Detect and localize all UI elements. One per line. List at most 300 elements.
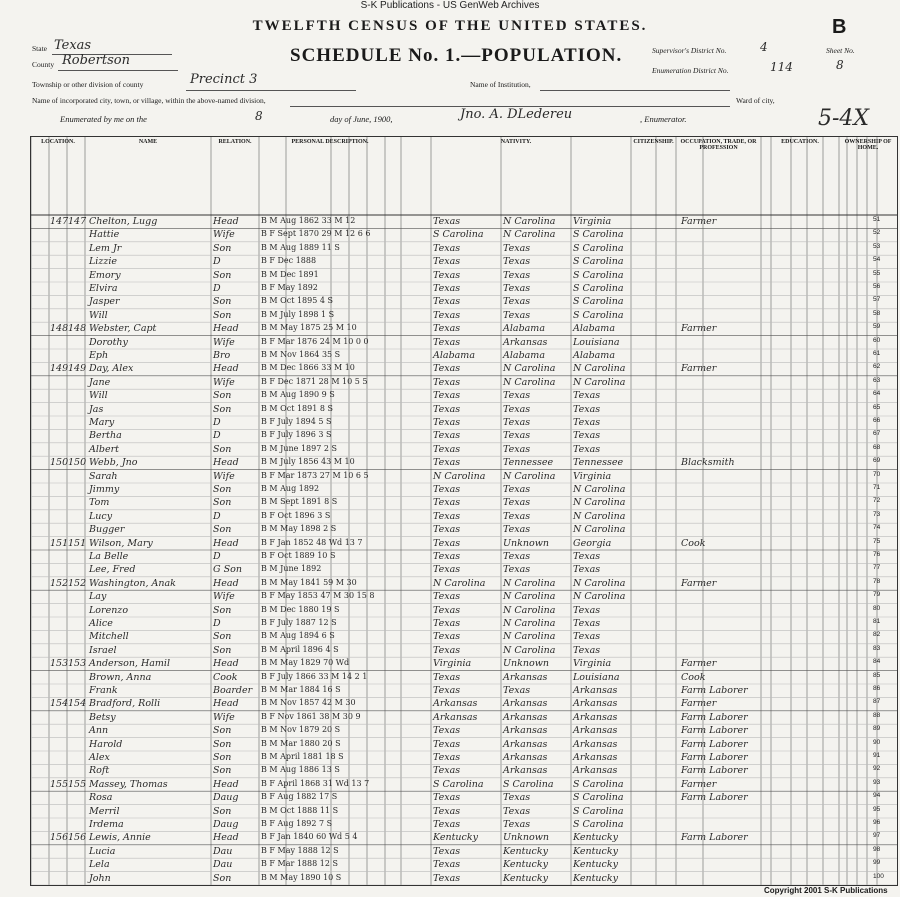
father-birthplace: S Carolina: [503, 778, 554, 790]
watermark-text: S-K Publications - US GenWeb Archives: [360, 0, 540, 11]
person-name: Sarah: [89, 470, 118, 482]
mother-birthplace: Texas: [573, 551, 601, 562]
mother-birthplace: Texas: [573, 430, 601, 442]
sheet-no-label: Sheet No.: [826, 46, 855, 55]
birthplace: Texas: [433, 430, 461, 442]
birthplace: Texas: [433, 403, 461, 415]
father-birthplace: Arkansas: [503, 336, 548, 348]
line-number: 70: [873, 470, 881, 478]
person-name: Mary: [89, 417, 115, 428]
birthplace: Texas: [433, 685, 461, 696]
mother-birthplace: N Carolina: [573, 484, 626, 495]
line-number: 56: [873, 283, 881, 290]
relation: Head: [213, 577, 239, 589]
mother-birthplace: Louisiana: [573, 671, 620, 683]
father-birthplace: Arkansas: [503, 671, 548, 683]
person-name: Emory: [89, 269, 121, 281]
personal-description: B F Mar 1873 27 M 10 6 5: [261, 470, 369, 480]
relation: Son: [213, 604, 232, 616]
line-number: 95: [873, 805, 881, 813]
line-number: 57: [873, 296, 881, 304]
father-birthplace: Arkansas: [503, 711, 548, 723]
line-number: 91: [873, 752, 881, 759]
enumerated-prefix: Enumerated by me on the: [60, 114, 147, 124]
personal-description: B F April 1868 31 Wd 13 7: [261, 778, 370, 788]
mother-birthplace: S Carolina: [573, 283, 624, 294]
mother-birthplace: Virginia: [573, 658, 612, 670]
birthplace: N Carolina: [433, 577, 486, 589]
relation: G Son: [213, 564, 242, 576]
personal-description: B M Dec 1891: [261, 269, 319, 279]
mother-birthplace: S Carolina: [573, 242, 624, 254]
schedule-title: SCHEDULE No. 1.—POPULATION.: [290, 45, 623, 66]
occupation: Farmer: [681, 658, 717, 670]
person-name: Webster, Capt: [89, 323, 157, 335]
mother-birthplace: Arkansas: [573, 738, 618, 750]
person-name: Albert: [89, 443, 119, 455]
personal-description: B M May 1890 10 S: [261, 872, 342, 882]
family-number: 151: [68, 537, 87, 549]
personal-description: B M Nov 1879 20 S: [261, 725, 341, 735]
birthplace: Texas: [433, 845, 461, 857]
line-number: 83: [873, 644, 881, 652]
dwelling-number: 151: [50, 537, 69, 549]
father-birthplace: N Carolina: [503, 631, 556, 643]
birthplace: Texas: [433, 309, 461, 321]
family-number: 155: [68, 778, 87, 790]
father-birthplace: Texas: [503, 685, 531, 696]
father-birthplace: N Carolina: [503, 363, 556, 375]
relation: Son: [213, 309, 232, 321]
person-name: Israel: [89, 644, 117, 656]
relation: Head: [213, 698, 239, 710]
person-name: Washington, Anak: [89, 577, 176, 589]
relation: D: [213, 256, 221, 268]
sheet-no-value: 8: [836, 58, 844, 72]
line-number: 78: [873, 577, 881, 585]
mother-birthplace: Texas: [573, 631, 601, 643]
person-name: Will: [89, 390, 108, 402]
personal-description: B F Mar 1888 12 S: [261, 859, 338, 869]
personal-description: B F May 1853 47 M 30 15 8: [261, 591, 375, 601]
mother-birthplace: S Carolina: [573, 805, 624, 817]
occupation: Farmer: [681, 323, 717, 335]
relation: Wife: [213, 711, 235, 723]
person-name: Alice: [89, 618, 113, 629]
mother-birthplace: S Carolina: [573, 792, 624, 804]
line-number: 88: [873, 711, 881, 719]
personal-description: B M July 1898 1 S: [261, 309, 335, 319]
dwelling-number: 154: [50, 698, 69, 710]
birthplace: Texas: [433, 765, 461, 777]
relation: D: [213, 618, 221, 629]
father-birthplace: Alabama: [503, 350, 545, 361]
birthplace: Texas: [433, 256, 461, 268]
dwelling-number: 148: [50, 323, 69, 335]
relation: Son: [213, 269, 232, 281]
line-number: 60: [873, 336, 881, 344]
father-birthplace: Texas: [503, 256, 531, 268]
mother-birthplace: Arkansas: [573, 685, 618, 696]
person-name: John: [89, 872, 111, 884]
county-value: Robertson: [62, 53, 130, 68]
line-number: 94: [873, 792, 881, 800]
mother-birthplace: N Carolina: [573, 591, 626, 603]
relation: Daug: [213, 819, 239, 830]
relation: Son: [213, 725, 232, 737]
birthplace: Texas: [433, 805, 461, 817]
city-label: Name of incorporated city, town, or village, within the above-named division,: [32, 96, 266, 105]
relation: Dau: [213, 845, 233, 857]
relation: Head: [213, 323, 239, 335]
relation: Son: [213, 390, 232, 402]
personal-description: B M Dec 1880 19 S: [261, 604, 340, 614]
relation: Wife: [213, 376, 235, 388]
personal-description: B F July 1887 12 S: [261, 618, 337, 627]
birthplace: Texas: [433, 363, 461, 375]
birthplace: Texas: [433, 859, 461, 871]
person-name: Wilson, Mary: [89, 537, 153, 549]
line-number: 93: [873, 778, 881, 786]
birthplace: Texas: [433, 872, 461, 884]
personal-description: B F Oct 1896 3 S: [261, 510, 331, 520]
mother-birthplace: Tennessee: [573, 457, 624, 469]
birthplace: Texas: [433, 323, 461, 335]
township-value: Precinct 3: [190, 72, 258, 87]
column-header: LOCATION.: [41, 139, 75, 145]
father-birthplace: Texas: [503, 430, 531, 442]
birthplace: Texas: [433, 738, 461, 750]
father-birthplace: Texas: [503, 403, 531, 415]
county-label: County: [32, 60, 55, 69]
personal-description: B M May 1898 2 S: [261, 524, 337, 534]
relation: D: [213, 417, 221, 428]
birthplace: Texas: [433, 390, 461, 402]
personal-description: B M June 1892: [261, 564, 322, 574]
father-birthplace: N Carolina: [503, 604, 556, 616]
mother-birthplace: S Carolina: [573, 778, 624, 790]
mother-birthplace: N Carolina: [573, 577, 626, 589]
birthplace: Texas: [433, 551, 461, 562]
relation: Head: [213, 537, 239, 549]
mother-birthplace: Texas: [573, 390, 601, 402]
mother-birthplace: N Carolina: [573, 510, 626, 522]
occupation: Farm Laborer: [681, 792, 748, 804]
personal-description: B M Aug 1890 9 S: [261, 390, 335, 400]
person-name: Mitchell: [89, 631, 129, 643]
birthplace: Texas: [433, 524, 461, 536]
line-number: 53: [873, 242, 881, 250]
birthplace: Texas: [433, 591, 461, 603]
father-birthplace: Arkansas: [503, 725, 548, 737]
relation: Son: [213, 524, 232, 536]
person-name: Betsy: [89, 711, 116, 723]
enumerator-label: , Enumerator.: [640, 114, 687, 124]
mother-birthplace: N Carolina: [573, 363, 626, 375]
relation: Head: [213, 658, 239, 670]
relation: Daug: [213, 792, 239, 804]
family-number: 152: [68, 577, 87, 589]
line-number: 62: [873, 363, 881, 371]
occupation: Blacksmith: [681, 457, 735, 469]
person-name: Roft: [89, 765, 110, 777]
dwelling-number: 147: [50, 216, 69, 227]
birthplace: Texas: [433, 537, 461, 549]
mother-birthplace: Virginia: [573, 216, 612, 227]
personal-description: B M Oct 1895 4 S: [261, 296, 333, 306]
birthplace: Texas: [433, 283, 461, 294]
family-number: 154: [68, 698, 87, 710]
birthplace: Texas: [433, 484, 461, 495]
personal-description: B M Aug 1892: [261, 484, 320, 493]
personal-description: B F Dec 1888: [261, 256, 317, 266]
mother-birthplace: Texas: [573, 417, 601, 428]
father-birthplace: Unknown: [503, 832, 549, 844]
relation: Bro: [213, 350, 231, 361]
personal-description: B F July 1896 3 S: [261, 430, 332, 440]
line-number: 76: [873, 551, 881, 558]
mother-birthplace: Arkansas: [573, 725, 618, 737]
enumerated-day: 8: [255, 109, 263, 123]
birthplace: Texas: [433, 671, 461, 683]
relation: Wife: [213, 336, 235, 348]
person-name: Lee, Fred: [89, 564, 136, 576]
relation: Son: [213, 296, 232, 308]
dwelling-number: 150: [50, 457, 69, 469]
person-name: Irdema: [89, 819, 124, 830]
line-number: 81: [873, 618, 881, 625]
relation: Dau: [213, 859, 233, 871]
relation: Son: [213, 765, 232, 777]
relation: Head: [213, 778, 239, 790]
line-number: 63: [873, 376, 881, 384]
father-birthplace: Arkansas: [503, 752, 548, 763]
mother-birthplace: Arkansas: [573, 711, 618, 723]
personal-description: B F May 1892: [261, 283, 318, 292]
personal-description: B M Sept 1891 8 S: [261, 497, 338, 507]
birthplace: Texas: [433, 604, 461, 616]
birthplace: Texas: [433, 269, 461, 281]
line-number: 51: [873, 216, 881, 223]
father-birthplace: Texas: [503, 269, 531, 281]
personal-description: B F July 1866 33 M 14 2 1: [261, 671, 368, 681]
person-name: Bertha: [89, 430, 122, 442]
relation: D: [213, 510, 221, 522]
person-name: Lucy: [89, 510, 113, 522]
mother-birthplace: Kentucky: [573, 845, 618, 857]
mother-birthplace: S Carolina: [573, 229, 624, 241]
mother-birthplace: Texas: [573, 644, 601, 656]
birthplace: Virginia: [433, 658, 472, 670]
state-value: Texas: [54, 38, 92, 53]
line-number: 68: [873, 443, 881, 451]
line-number: 79: [873, 591, 881, 599]
mother-birthplace: Kentucky: [573, 872, 618, 884]
mother-birthplace: Virginia: [573, 470, 612, 482]
person-name: Will: [89, 309, 108, 321]
person-name: La Belle: [89, 551, 129, 562]
father-birthplace: Texas: [503, 296, 531, 308]
dwelling-number: 156: [50, 832, 69, 844]
line-number: 75: [873, 537, 881, 545]
copyright-text: Copyright 2001 S-K Publications: [764, 886, 888, 895]
person-name: Brown, Anna: [89, 671, 152, 683]
person-name: Frank: [89, 685, 118, 696]
line-number: 71: [873, 484, 881, 491]
line-number: 64: [873, 390, 881, 398]
person-name: Lewis, Annie: [89, 832, 151, 844]
mother-birthplace: N Carolina: [573, 376, 626, 388]
person-name: Lela: [89, 859, 110, 871]
father-birthplace: Texas: [503, 390, 531, 402]
occupation: Farmer: [681, 363, 717, 375]
personal-description: B M Oct 1891 8 S: [261, 403, 333, 413]
person-name: Bugger: [89, 524, 125, 536]
family-number: 149: [68, 363, 87, 375]
father-birthplace: Texas: [503, 805, 531, 817]
line-number: 54: [873, 256, 881, 264]
personal-description: B M Nov 1864 35 S: [261, 350, 341, 359]
census-title: TWELFTH CENSUS OF THE UNITED STATES.: [252, 18, 648, 34]
line-number: 80: [873, 604, 881, 612]
relation: Head: [213, 216, 239, 227]
relation: Head: [213, 363, 239, 375]
occupation: Farm Laborer: [681, 832, 748, 844]
personal-description: B M May 1875 25 M 10: [261, 323, 357, 333]
birthplace: Texas: [433, 417, 461, 428]
person-name: Bradford, Rolli: [89, 698, 161, 710]
birthplace: Texas: [433, 819, 461, 830]
relation: Head: [213, 457, 239, 469]
personal-description: B F Jan 1840 60 Wd 5 4: [261, 832, 358, 842]
relation: Son: [213, 484, 232, 495]
line-number: 61: [873, 350, 881, 357]
enum-district-value: 114: [770, 60, 793, 74]
personal-description: B M Mar 1880 20 S: [261, 738, 341, 748]
person-name: Dorothy: [89, 336, 128, 348]
relation: Son: [213, 631, 232, 643]
line-number: 97: [873, 832, 881, 840]
father-birthplace: Texas: [503, 524, 531, 536]
dwelling-number: 152: [50, 577, 69, 589]
table-grid: [31, 137, 897, 885]
father-birthplace: Kentucky: [503, 859, 548, 871]
person-name: Day, Alex: [89, 363, 134, 375]
enumerated-mid: day of June, 1900,: [330, 114, 393, 124]
relation: D: [213, 283, 221, 294]
column-header: OWNERSHIP OF HOME.: [844, 139, 892, 151]
mother-birthplace: Texas: [573, 618, 601, 629]
sheet-letter: B: [832, 16, 847, 38]
enum-district-label: Enumeration District No.: [652, 66, 729, 75]
margin-annotation: 5-4X: [818, 106, 870, 131]
person-name: Harold: [89, 738, 123, 750]
birthplace: Texas: [433, 792, 461, 804]
mother-birthplace: Georgia: [573, 537, 612, 549]
father-birthplace: Texas: [503, 309, 531, 321]
line-number: 90: [873, 738, 881, 746]
father-birthplace: Texas: [503, 443, 531, 455]
mother-birthplace: Texas: [573, 443, 601, 455]
birthplace: Texas: [433, 644, 461, 656]
birthplace: S Carolina: [433, 229, 484, 241]
birthplace: Arkansas: [433, 711, 478, 723]
father-birthplace: N Carolina: [503, 229, 556, 241]
relation: Wife: [213, 591, 235, 603]
birthplace: Texas: [433, 216, 461, 227]
relation: Son: [213, 403, 232, 415]
supervisor-label: Supervisor's District No.: [652, 46, 727, 55]
relation: Wife: [213, 470, 235, 482]
personal-description: B M Nov 1857 42 M 30: [261, 698, 356, 708]
mother-birthplace: Kentucky: [573, 859, 618, 871]
occupation: Farm Laborer: [681, 752, 748, 763]
person-name: Alex: [89, 752, 110, 763]
personal-description: B M June 1897 2 S: [261, 443, 337, 453]
personal-description: B F Nov 1861 38 M 30 9: [261, 711, 361, 721]
person-name: Anderson, Hamil: [89, 658, 171, 670]
father-birthplace: Texas: [503, 497, 531, 509]
line-number: 72: [873, 497, 881, 505]
birthplace: Texas: [433, 296, 461, 308]
father-birthplace: Arkansas: [503, 698, 548, 710]
father-birthplace: Texas: [503, 417, 531, 428]
birthplace: Texas: [433, 631, 461, 643]
person-name: Webb, Jno: [89, 457, 138, 469]
birthplace: Texas: [433, 497, 461, 509]
personal-description: B F Aug 1882 17 S: [261, 792, 338, 802]
line-number: 59: [873, 323, 881, 331]
family-number: 150: [68, 457, 87, 469]
birthplace: Texas: [433, 618, 461, 629]
person-name: Lizzie: [89, 256, 118, 268]
line-number: 82: [873, 631, 881, 639]
personal-description: B M Dec 1866 33 M 10: [261, 363, 355, 373]
personal-description: B M May 1829 70 Wd: [261, 658, 350, 668]
person-name: Lem Jr: [89, 242, 122, 254]
line-number: 100: [873, 872, 884, 880]
line-number: 65: [873, 403, 881, 411]
line-number: 55: [873, 269, 881, 277]
column-header: OCCUPATION, TRADE, OR PROFESSION: [680, 139, 757, 151]
father-birthplace: Tennessee: [503, 457, 554, 469]
line-number: 52: [873, 229, 881, 237]
line-number: 86: [873, 685, 881, 692]
line-number: 84: [873, 658, 881, 666]
mother-birthplace: Arkansas: [573, 765, 618, 777]
person-name: Lucia: [89, 845, 116, 857]
father-birthplace: Kentucky: [503, 872, 548, 884]
birthplace: Texas: [433, 510, 461, 522]
personal-description: B M July 1856 43 M 10: [261, 457, 355, 467]
relation: D: [213, 551, 221, 562]
column-header: NATIVITY.: [500, 139, 532, 145]
occupation: Cook: [681, 671, 706, 683]
person-name: Massey, Thomas: [89, 778, 168, 790]
person-name: Lay: [89, 591, 107, 603]
mother-birthplace: S Carolina: [573, 269, 624, 281]
father-birthplace: N Carolina: [503, 376, 556, 388]
township-line: [186, 90, 356, 91]
dwelling-number: 153: [50, 658, 69, 670]
county-line: [58, 70, 178, 71]
line-number: 73: [873, 510, 881, 518]
father-birthplace: Texas: [503, 484, 531, 495]
father-birthplace: Texas: [503, 564, 531, 576]
occupation: Farmer: [681, 577, 717, 589]
line-number: 89: [873, 725, 881, 733]
birthplace: Texas: [433, 443, 461, 455]
